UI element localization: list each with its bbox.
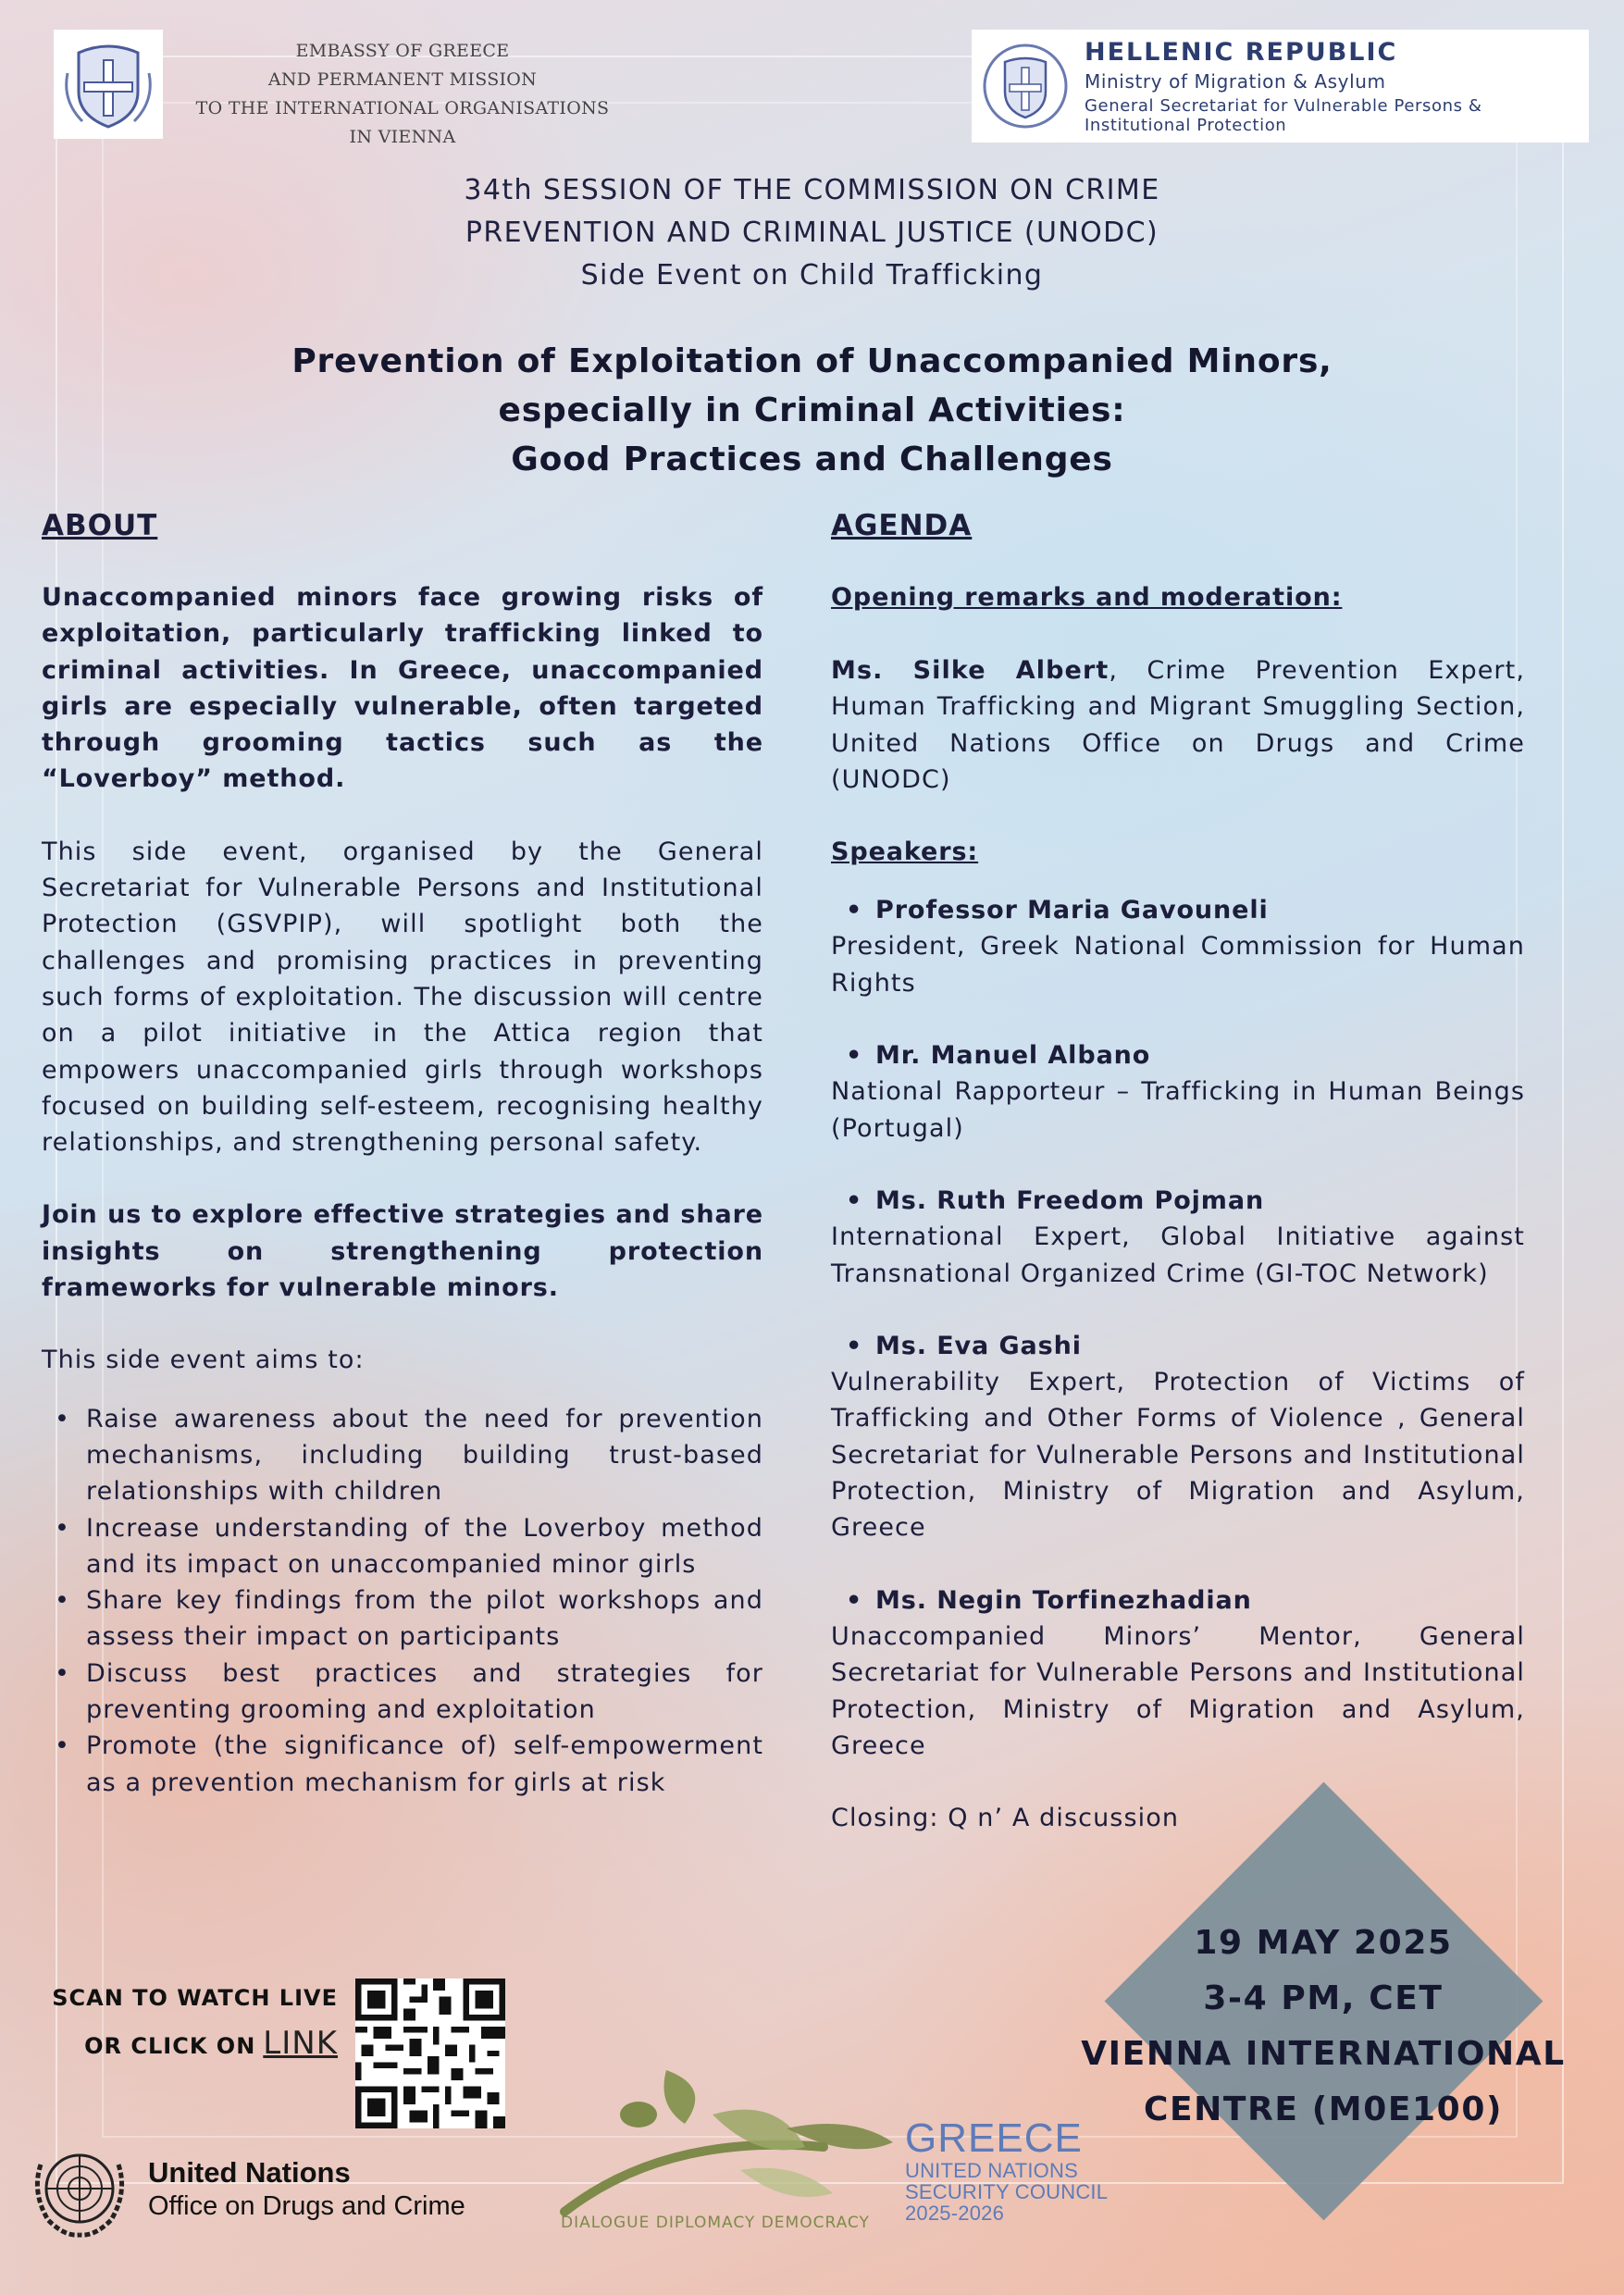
embassy-line: AND PERMANENT MISSION <box>267 69 538 90</box>
speaker-role: Unaccompanied Minors’ Mentor, General Secretariat for Vulnerable Persons and Institutional Protection, Ministry of Migration and Asylum, Greece <box>831 1621 1525 1760</box>
title-line: Good Practices and Challenges <box>511 440 1113 478</box>
speaker-name: • Ms. Ruth Freedom Pojman <box>831 1183 1525 1219</box>
speaker-entry <box>831 892 1525 1001</box>
aim-item: • Raise awareness about the need for prevention mechanisms, including building trust-based relationships with children <box>42 1401 763 1510</box>
speaker-entry <box>831 1037 1525 1147</box>
title-line: Prevention of Exploitation of Unaccompanied Minors, <box>291 342 1333 380</box>
session-line: PREVENTION AND CRIMINAL JUSTICE (UNODC) <box>465 217 1159 249</box>
speaker-role: International Expert, Global Initiative against Transnational Organized Crime (GI-TOC Network) <box>831 1222 1525 1288</box>
agenda-heading: AGENDA <box>831 509 973 542</box>
embassy-line: TO THE INTERNATIONAL ORGANISATIONS <box>195 98 610 118</box>
embassy-name <box>185 37 620 152</box>
speakers-label: Speakers: <box>831 837 979 867</box>
agenda-section <box>831 509 1525 1872</box>
secretariat-name <box>1085 96 1482 135</box>
greek-coat-of-arms-icon <box>979 40 1072 132</box>
scan-line: SCAN TO WATCH LIVE <box>52 1985 338 2011</box>
unsc-line: UNITED NATIONS <box>905 2159 1078 2182</box>
speaker-role: National Rapporteur – Trafficking in Human Beings (Portugal) <box>831 1077 1525 1143</box>
scan-line <box>42 2021 338 2069</box>
about-heading: ABOUT <box>42 509 158 542</box>
unodc-logo <box>28 2138 509 2239</box>
session-header <box>0 169 1624 297</box>
un-emblem-icon <box>28 2137 131 2240</box>
event-time: 3-4 PM, CET <box>1203 1979 1444 2017</box>
dialogue-diplomacy-democracy-tagline: DIALOGUE DIPLOMACY DEMOCRACY <box>561 2214 870 2232</box>
embassy-line: EMBASSY OF GREECE <box>295 41 510 61</box>
about-join: Join us to explore effective strategies and share insights on strengthening protection frameworks for vulnerable minors. <box>42 1200 763 1303</box>
secretariat-line: Institutional Protection <box>1085 115 1287 135</box>
unsc-line: SECURITY COUNCIL <box>905 2180 1109 2203</box>
speaker-name: • Mr. Manuel Albano <box>831 1037 1525 1073</box>
republic-title: HELLENIC REPUBLIC <box>1085 37 1398 67</box>
moderator <box>831 652 1525 798</box>
about-body: This side event, organised by the General Secretariat for Vulnerable Persons and Institutional Protection (GSVPIP), will spotlight both the challenges and promising practices in preventing such forms of exploitation. The discussion will centre on a pilot initiative in the Attica region that empowers unaccompanied girls through workshops focused on building self-esteem, recognising healthy relationships, and strengthening personal safety. <box>42 837 763 1158</box>
speaker-name: • Ms. Eva Gashi <box>831 1328 1525 1364</box>
hellenic-republic-logo-box <box>972 30 1589 143</box>
moderator-name: Ms. Silke Albert <box>831 656 1110 685</box>
speaker-entry <box>831 1582 1525 1764</box>
aims-list <box>42 1401 763 1801</box>
watch-live-cta <box>42 1976 338 2069</box>
aims-intro: This side event aims to: <box>42 1346 365 1375</box>
greece-wordmark: GREECE <box>905 2115 1083 2161</box>
aim-item: • Discuss best practices and strategies for preventing grooming and exploitation <box>42 1656 763 1729</box>
title-line: especially in Criminal Activities: <box>498 391 1126 429</box>
click-on-text: OR CLICK ON <box>84 2033 256 2059</box>
ministry-name: Ministry of Migration & Asylum <box>1085 69 1386 93</box>
closing-remarks: Closing: Q n’ A discussion <box>831 1804 1180 1833</box>
greece-unsc-logo <box>905 2117 1108 2224</box>
embassy-line: IN VIENNA <box>349 127 456 147</box>
greek-coat-of-arms-icon <box>60 36 156 132</box>
hellenic-emblem <box>977 38 1073 134</box>
hellenic-republic-text <box>1085 38 1482 135</box>
speaker-name: • Ms. Negin Torfinezhadian <box>831 1582 1525 1619</box>
aim-item: • Promote (the significance of) self-empowerment as a prevention mechanism for girls at risk <box>42 1728 763 1801</box>
event-date: 19 MAY 2025 <box>1194 1924 1453 1962</box>
speaker-entry <box>831 1183 1525 1292</box>
session-line: Side Event on Child Trafficking <box>580 259 1044 292</box>
about-intro: Unaccompanied minors face growing risks of exploitation, particularly trafficking linked to criminal activities. In Greece, unaccompanied girls are especially vulnerable, often targeted through grooming tactics such as the “Loverboy” method. <box>42 583 763 794</box>
speaker-role: Vulnerability Expert, Protection of Victims of Trafficking and Other Forms of Violence , General Secretariat for Vulnerable Persons and Institutional Protection, Ministry of Migration and Asylum, Greece <box>831 1368 1525 1543</box>
qr-code-icon[interactable] <box>355 1979 505 2128</box>
opening-label: Opening remarks and moderation: <box>831 583 1343 612</box>
aim-item: • Increase understanding of the Loverboy method and its impact on unaccompanied minor girls <box>42 1510 763 1583</box>
event-venue-line: VIENNA INTERNATIONAL <box>1081 2035 1566 2073</box>
greek-emblem-logo <box>54 30 163 139</box>
moderator-role: , Crime Prevention Expert, Human Trafficking and Migrant Smuggling Section, United Nations Office on Drugs and Crime (UNODC) <box>831 656 1526 794</box>
event-title <box>0 337 1624 484</box>
session-line: 34th SESSION OF THE COMMISSION ON CRIME <box>464 174 1160 206</box>
speaker-role: President, Greek National Commission for Human Rights <box>831 932 1525 998</box>
live-stream-link[interactable]: LINK <box>263 2025 338 2062</box>
unodc-name: Office on Drugs and Crime <box>148 2190 465 2221</box>
speaker-name: • Professor Maria Gavouneli <box>831 892 1525 928</box>
aim-item: • Share key findings from the pilot workshops and assess their impact on participants <box>42 1582 763 1656</box>
speaker-entry <box>831 1328 1525 1546</box>
unodc-text <box>148 2156 465 2222</box>
secretariat-line: General Secretariat for Vulnerable Persons & <box>1085 95 1482 116</box>
event-venue-line: CENTRE (M0E100) <box>1143 2090 1504 2128</box>
about-section <box>42 509 763 1801</box>
un-name: United Nations <box>148 2155 351 2189</box>
unsc-term: 2025-2026 <box>905 2202 1005 2225</box>
event-info <box>1046 1916 1601 2138</box>
